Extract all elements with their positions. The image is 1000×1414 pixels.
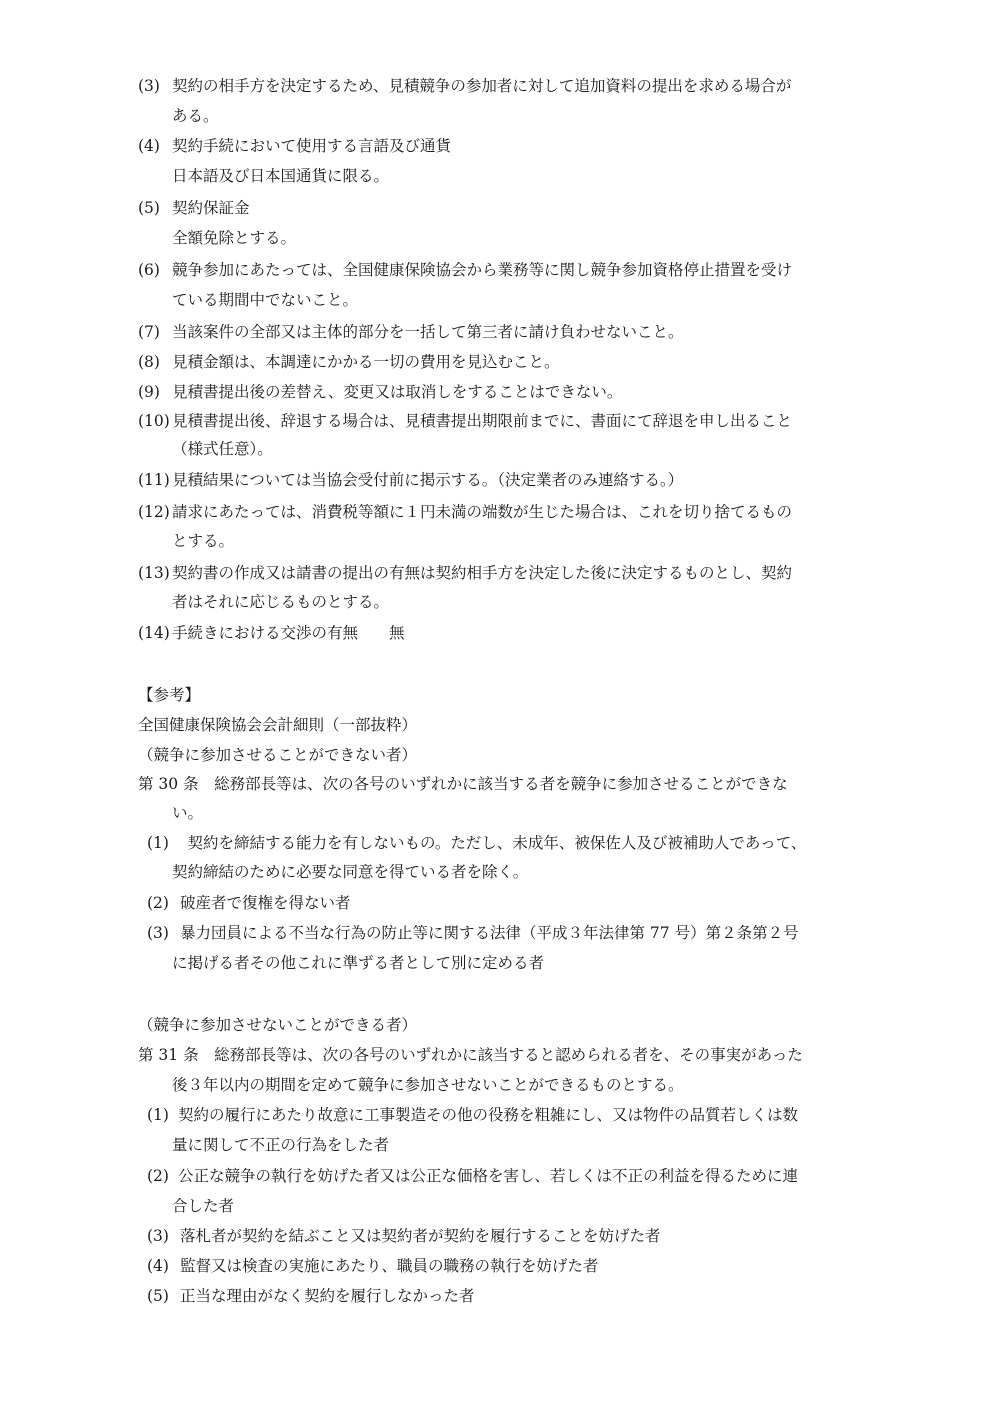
item-text: 見積金額は、本調達にかかる一切の費用を見込むこと。 bbox=[172, 353, 560, 371]
article-31-item-1 bbox=[0, 1100, 1000, 1130]
item-text: 公正な競争の執行を妨げた者又は公正な価格を害し、若しくは不正の利益を得るために連 bbox=[178, 1167, 799, 1185]
item-text: 監督又は検査の実施にあたり、職員の職務の執行を妨げた者 bbox=[180, 1257, 599, 1275]
item-number: (13) bbox=[138, 564, 170, 582]
reference-heading: 【参考】 bbox=[138, 686, 201, 704]
item-text: 見積結果については当協会受付前に掲示する。（決定業者のみ連絡する。） bbox=[172, 471, 684, 489]
item-text: 契約を締結する能力を有しないもの。ただし、未成年、被保佐人及び被補助人であって、 bbox=[172, 834, 807, 852]
item-text: 契約保証金 bbox=[172, 199, 250, 217]
article-31-item-2 bbox=[0, 1161, 1000, 1191]
article-31-text-continued: 後３年以内の期間を定めて競争に参加させないことができるものとする。 bbox=[172, 1076, 684, 1094]
item-text-continued: 者はそれに応じるものとする。 bbox=[172, 593, 390, 611]
article-30-item-2 bbox=[0, 888, 1000, 918]
item-text: 手続きにおける交渉の有無 無 bbox=[172, 624, 405, 642]
item-number: (3) bbox=[147, 924, 169, 942]
item-number: (1) bbox=[147, 1106, 169, 1124]
item-text: 見積書提出後、辞退する場合は、見積書提出期限前までに、書面にて辞退を申し出ること bbox=[172, 412, 793, 430]
item-number: (14) bbox=[138, 624, 170, 642]
article-30-text: 第 30 条 総務部長等は、次の各号のいずれかに該当する者を競争に参加させることができな bbox=[138, 775, 788, 793]
item-number: (8) bbox=[138, 353, 160, 371]
item-text-continued: 日本語及び日本国通貨に限る。 bbox=[172, 167, 390, 185]
article-31-item-4 bbox=[0, 1251, 1000, 1281]
condition-item-12 bbox=[0, 497, 1000, 527]
item-number: (1) bbox=[147, 834, 169, 852]
item-text: 契約書の作成又は請書の提出の有無は契約相手方を決定した後に決定するものとし、契約 bbox=[172, 564, 793, 582]
reference-source: 全国健康保険協会会計細則（一部抜粋） bbox=[138, 716, 418, 734]
article-30-item-1 bbox=[0, 828, 1000, 858]
article-30-item-3 bbox=[0, 918, 1000, 948]
item-number: (12) bbox=[138, 503, 170, 521]
item-text-continued: とする。 bbox=[172, 532, 235, 550]
item-number: (10) bbox=[138, 412, 170, 430]
item-text: 請求にあたっては、消費税等額に１円未満の端数が生じた場合は、これを切り捨てるもの bbox=[172, 503, 793, 521]
item-text: 破産者で復権を得ない者 bbox=[180, 894, 351, 912]
item-text: 当該案件の全部又は主体的部分を一括して第三者に請け負わせないこと。 bbox=[172, 323, 684, 341]
item-text: 契約の履行にあたり故意に工事製造その他の役務を粗雑にし、又は物件の品質若しくは数 bbox=[178, 1106, 799, 1124]
condition-item-13 bbox=[0, 558, 1000, 588]
item-text-continued: 契約締結のために必要な同意を得ている者を除く。 bbox=[172, 863, 529, 881]
article-30-text-continued: い。 bbox=[172, 804, 204, 822]
item-text-continued: 量に関して不正の行為をした者 bbox=[172, 1136, 390, 1154]
item-text-continued: に掲げる者その他これに準ずる者として別に定める者 bbox=[172, 954, 545, 972]
item-text: 落札者が契約を結ぶこと又は契約者が契約を履行することを妨げた者 bbox=[180, 1227, 661, 1245]
item-text-continued: 合した者 bbox=[172, 1197, 235, 1215]
condition-item-7 bbox=[0, 317, 1000, 347]
article-31-item-5 bbox=[0, 1281, 1000, 1311]
item-number: (9) bbox=[138, 383, 160, 401]
item-number: (5) bbox=[138, 199, 160, 217]
item-number: (4) bbox=[138, 137, 160, 155]
item-text: 競争参加にあたっては、全国健康保険協会から業務等に関し競争参加資格停止措置を受け bbox=[172, 261, 793, 279]
condition-item-5 bbox=[0, 193, 1000, 223]
item-text: 暴力団員による不当な行為の防止等に関する法律（平成３年法律第 77 号）第２条第２号 bbox=[180, 924, 799, 942]
item-number: (7) bbox=[138, 323, 160, 341]
item-text-continued: ある。 bbox=[172, 107, 219, 125]
condition-item-11 bbox=[0, 465, 1000, 495]
item-number: (3) bbox=[147, 1227, 169, 1245]
item-text: 正当な理由がなく契約を履行しなかった者 bbox=[180, 1287, 475, 1305]
condition-item-6 bbox=[0, 255, 1000, 285]
item-text: 見積書提出後の差替え、変更又は取消しをすることはできない。 bbox=[172, 383, 623, 401]
item-number: (11) bbox=[138, 471, 170, 489]
condition-item-14 bbox=[0, 618, 1000, 648]
item-number: (3) bbox=[138, 77, 160, 95]
item-number: (2) bbox=[147, 894, 169, 912]
item-text: 契約の相手方を決定するため、見積競争の参加者に対して追加資料の提出を求める場合が bbox=[172, 77, 792, 95]
article-31-caption: （競争に参加させないことができる者） bbox=[138, 1016, 418, 1034]
condition-item-3 bbox=[0, 71, 1000, 101]
article-31-item-3 bbox=[0, 1221, 1000, 1251]
article-31-text: 第 31 条 総務部長等は、次の各号のいずれかに該当すると認められる者を、その事実があった bbox=[138, 1046, 803, 1064]
article-30-caption: （競争に参加させることができない者） bbox=[138, 746, 418, 764]
item-number: (2) bbox=[147, 1167, 169, 1185]
item-number: (5) bbox=[147, 1287, 169, 1305]
item-text: 契約手続において使用する言語及び通貨 bbox=[172, 137, 452, 155]
item-text-continued: ている期間中でないこと。 bbox=[172, 291, 359, 309]
condition-item-10 bbox=[0, 406, 1000, 436]
condition-item-8 bbox=[0, 347, 1000, 377]
item-number: (6) bbox=[138, 261, 160, 279]
condition-item-4 bbox=[0, 131, 1000, 161]
item-text-continued: （様式任意）。 bbox=[172, 440, 273, 458]
condition-item-9 bbox=[0, 377, 1000, 407]
item-number: (4) bbox=[147, 1257, 169, 1275]
item-text-continued: 全額免除とする。 bbox=[172, 229, 297, 247]
